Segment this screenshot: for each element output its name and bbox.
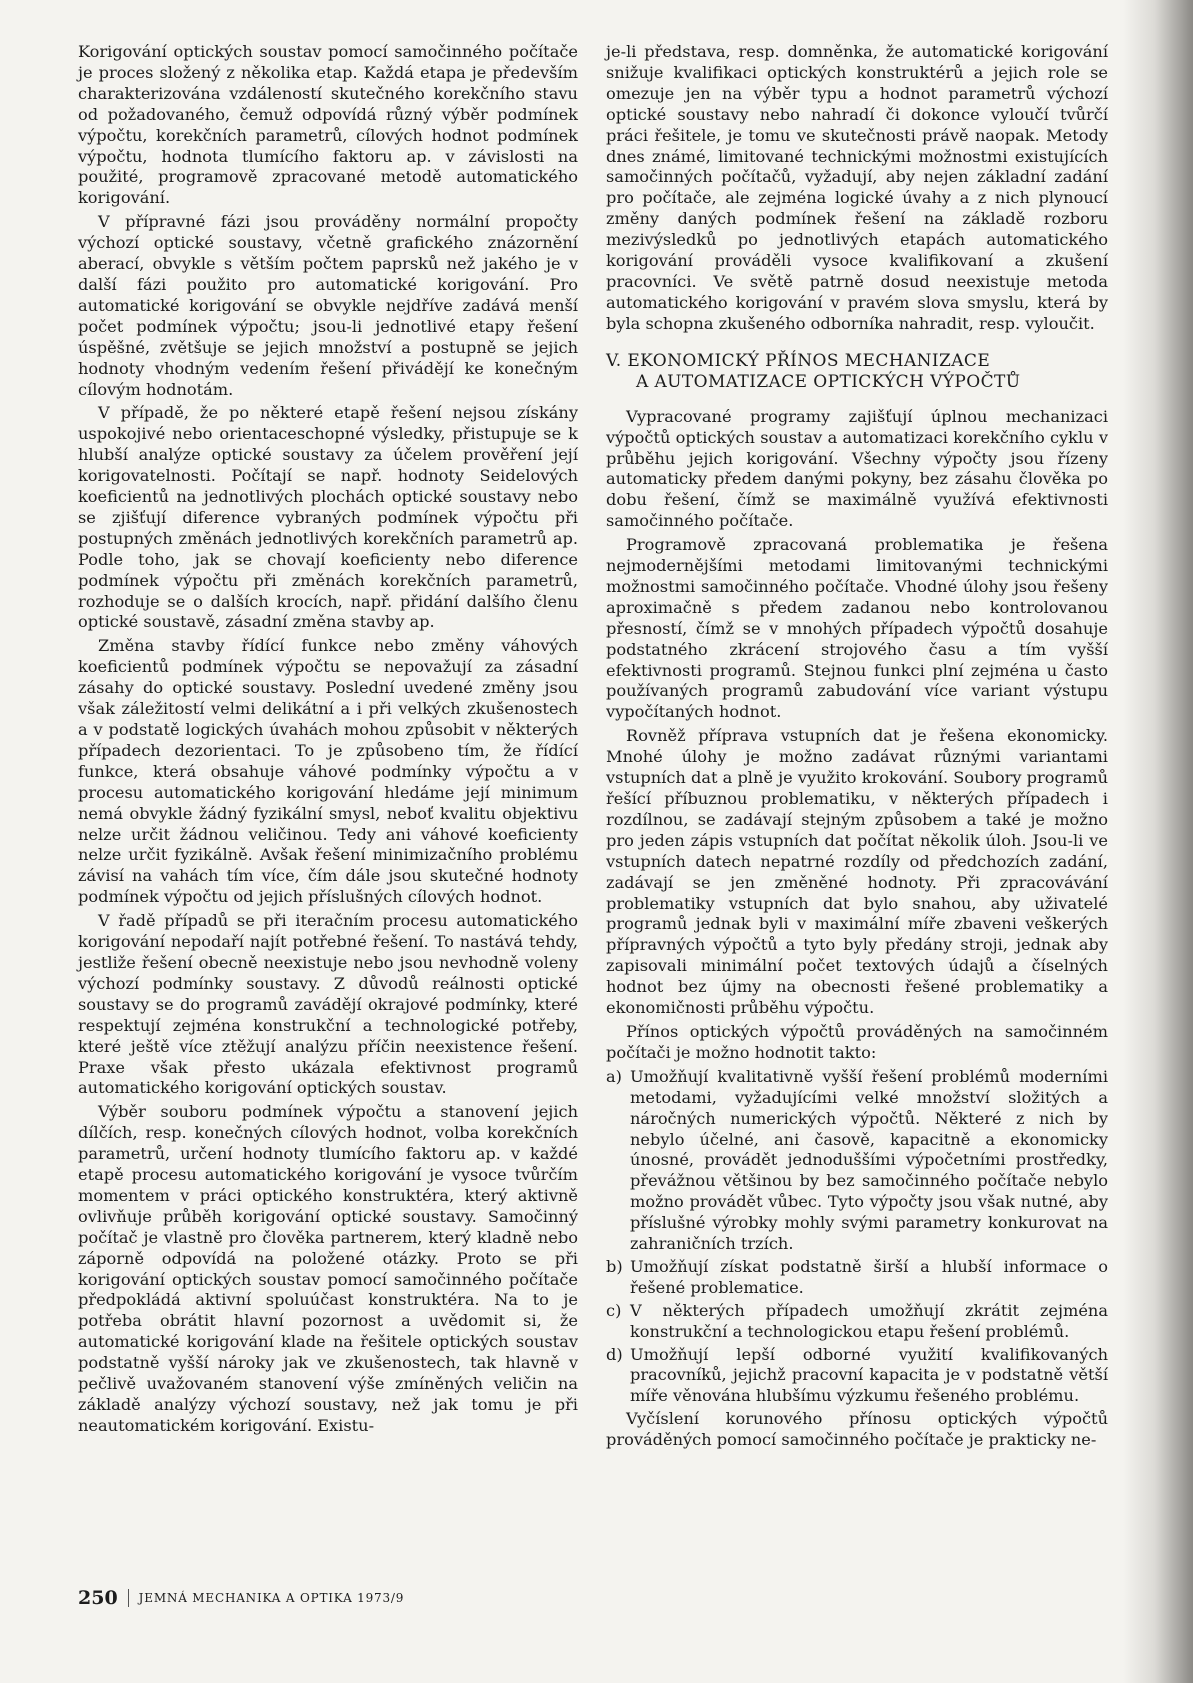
list-marker: c) [606,1300,622,1320]
list-item-text: Umožňují lepší odborné využití kvalifikovaných pracovníků, jejichž pracovní kapacita je v podstatně větší míře věnována hlubšímu výzkumu řešeného problému. [630,1344,1108,1406]
section-heading [606,351,1108,393]
page-footer [78,1587,404,1609]
paragraph: V řadě případů se při iteračním procesu automatického korigování nepodaří najít potřebné řešení. To nastává tehdy, jestliže řešení obecně neexistuje nebo jsou nevhodně voleny výchozí podmínky soustavy. Z důvodů reálnosti optické soustavy se do programů zavádějí okrajové podmínky, které respektují zejména konstrukční a technologické potřeby, které ještě více ztěžují analýzu příčin neexistence řešení. Praxe však přesto ukázala efektivnost programů automatického korigování optických soustav. [78,911,578,1098]
paragraph: V přípravné fázi jsou prováděny normální propočty výchozí optické soustavy, včetně grafického znázornění aberací, obvykle s větším počtem paprsků než jakého je v další fázi použito pro automatické korigování. Pro automatické korigování se obvykle nejdříve zadává menší počet podmínek výpočtu; jsou-li jednotlivé etapy řešení úspěšné, zvětšuje se jejich množství a postupně se jejich hodnoty vhodným vedením řešení přivádějí ke konečným cílovým hodnotám. [78,212,578,399]
paragraph: V případě, že po některé etapě řešení nejsou získány uspokojivé nebo orientaceschopné výsledky, přistupuje se k hlubší analýze optické soustavy za účelem prověření její korigovatelnosti. Počítají se např. hodnoty Seidelových koeficientů na jednotlivých plochách optické soustavy nebo se zjišťují diference vybraných podmínek výpočtu při postupných změnách jednotlivých korekčních parametrů ap. Podle toho, jak se chovají koeficienty nebo diference podmínek výpočtu při změnách korekčních parametrů, rozhoduje se o dalších krocích, např. přidání dalšího členu optické soustavě, zásadní změna stavby ap. [78,403,578,632]
list-item [606,1257,1108,1299]
list-marker: a) [606,1066,622,1086]
right-column [606,42,1108,1454]
section-heading-line2: A AUTOMATIZACE OPTICKÝCH VÝPOČTŮ [636,371,1021,392]
journal-name: JEMNÁ MECHANIKA A OPTIKA 1973/9 [138,1591,405,1605]
paragraph: Přínos optických výpočtů prováděných na samočinném počítači je možno hodnotit takto: [606,1021,1108,1062]
footer-divider [128,1589,129,1607]
list-item-text: Umožňují získat podstatně širší a hlubší informace o řešené problematice. [630,1256,1108,1297]
list-item-text: Umožňují kvalitativně vyšší řešení problémů moderními metodami, vyžadujícími velké množství složitých a náročných numerických výpočtů. Některé z nich by nebylo účelné, ani časově, kapacitně a ekonomicky únosné, provádět jednoduššími výpočetními prostředky, převážnou většinou by bez samočinného počítače nebylo možno provádět vůbec. Tyto výpočty jsou však nutné, aby příslušné výrobky mohly svými parametry konkurovat na zahraničních trzích. [630,1066,1108,1254]
paragraph: Rovněž příprava vstupních dat je řešena ekonomicky. Mnohé úlohy je možno zadávat různými variantami vstupních dat a plně je využito krokování. Soubory programů řešící příbuznou problematiku, v některých případech i rozdílnou, se zadávají stejným způsobem a také je možno pro jeden zápis vstupních dat počítat několik úloh. Jsou-li ve vstupních datech nepatrné rozdíly od předchozích zadání, zadávají se jen změněné hodnoty. Při zpracovávání problematiky vstupních dat bylo snahou, aby uživatelé programů jednak byli v maximální míře zbaveni veškerých přípravných výpočtů a tyto byly předány stroji, jednak aby zapisovali minimální počet textových údajů a číselných hodnot bez újmy na obecnosti řešené problematiky a ekonomičnosti průběhu výpočtu. [606,726,1109,1018]
list-marker: d) [606,1344,623,1364]
list-item [606,1067,1108,1255]
page-number: 250 [78,1587,118,1609]
paragraph: Programově zpracovaná problematika je řešena nejmodernějšími metodami limitovanými technickými možnostmi samočinného počítače. Vhodné úlohy jsou řešeny aproximačně s předem zadanou nebo kontrolovanou přesností, čímž se v mnohých případech výpočtů dosahuje podstatného zkrácení strojového času a tím vyšší efektivnosti programů. Stejnou funkci plní zejména u často používaných programů zabudování více variant výstupu vypočítaných hodnot. [606,535,1108,722]
paragraph: Výběr souboru podmínek výpočtu a stanovení jejich dílčích, resp. konečných cílových hodnot, volba korekčních parametrů, určení hodnoty tlumícího faktoru ap. v každé etapě procesu automatického korigování je vysoce tvůrčím momentem v práci optického konstruktéra, který aktivně ovlivňuje průběh korigování optické soustavy. Samočinný počítač je vlastně pro člověka partnerem, který kladně nebo záporně odpovídá na položené otázky. Proto se při korigování optických soustav pomocí samočinného počítače předpokládá aktivní spoluúčast konstruktéra. Na to je potřeba obrátit hlavní pozornost a uvědomit si, že automatické korigování klade na řešitele optických soustav podstatně vyšší nároky jak ve zkušenostech, tak hlavně v pečlivě uvažovaném stanovení výše zmíněných veličin na základě analýzy výchozí soustavy, než jak tomu je při neautomatickém korigování. Existu- [78,1102,578,1435]
paragraph: Vyčíslení korunového přínosu optických výpočtů prováděných pomocí samočinného počítače je prakticky ne- [606,1409,1108,1450]
list-marker: b) [606,1256,623,1276]
section-heading-line1: V. EKONOMICKÝ PŘÍNOS MECHANIZACE [606,350,991,371]
paragraph: je-li představa, resp. domněnka, že automatické korigování snižuje kvalifikaci optických konstruktérů a jejich role se omezuje jen na výběr typu a hodnot parametrů výchozí optické soustavy nebo nahradí či dokonce vyloučí tvůrčí práci řešitele, je tomu ve skutečnosti právě naopak. Metody dnes známé, limitované technickými možnostmi existujících samočinných počítačů, vyžadují, aby nejen základní zadání pro počítače, ale zejména logické úvahy a z nich plynoucí změny daných podmínek řešení na základě rozboru mezivýsledků po jednotlivých etapách automatického korigování prováděli vysoce kvalifikovaní a zkušení pracovníci. Ve světě patrně dosud neexistuje metoda automatického korigování v pravém slova smyslu, která by byla schopna zkušeného odborníka nahradit, resp. vyloučit. [606,42,1108,333]
list-item [606,1301,1108,1343]
binding-shadow [1123,0,1193,1683]
left-column [78,42,578,1440]
list-item-text: V některých případech umožňují zkrátit zejména konstrukční a technologickou etapu řešení problémů. [630,1300,1108,1341]
paragraph: Korigování optických soustav pomocí samočinného počítače je proces složený z několika etap. Každá etapa je především charakterizována vzdáleností skutečného korekčního stavu od požadovaného, čemuž odpovídá různý výběr podmínek výpočtu, korekčních parametrů, cílových hodnot podmínek výpočtu, hodnota tlumícího faktoru ap. v závislosti na použité, programově zpracované metodě automatického korigování. [78,42,578,208]
paragraph: Vypracované programy zajišťují úplnou mechanizaci výpočtů optických soustav a automatizaci korekčního cyklu v průběhu jejich korigování. Všechny výpočty jsou řízeny automaticky předem danými pokyny, bez zásahu člověka po dobu řešení, čímž se maximálně využívá efektivnosti samočinného počítače. [606,406,1108,531]
list-item [606,1345,1108,1408]
paragraph: Změna stavby řídící funkce nebo změny váhových koeficientů podmínek výpočtu se nepovažují za zásadní zásahy do optické soustavy. Poslední uvedené změny jsou však záležitostí velmi delikátní a i při velkých zkušenostech a v podstatě logických úvahách mohou způsobit v některých případech dezorientaci. To je způsobeno tím, že řídící funkce, která obsahuje váhové podmínky výpočtu a v procesu automatického korigování hledáme její minimum nemá obvykle žádný fyzikální smysl, neboť kvalitu objektivu nelze určit žádnou veličinou. Tedy ani váhové koeficienty nelze určit fyzikálně. Avšak řešení minimizačního problému závisí na vahách tím více, čím dále jsou skutečné hodnoty podmínek výpočtu od jejich příslušných cílových hodnot. [78,636,578,907]
